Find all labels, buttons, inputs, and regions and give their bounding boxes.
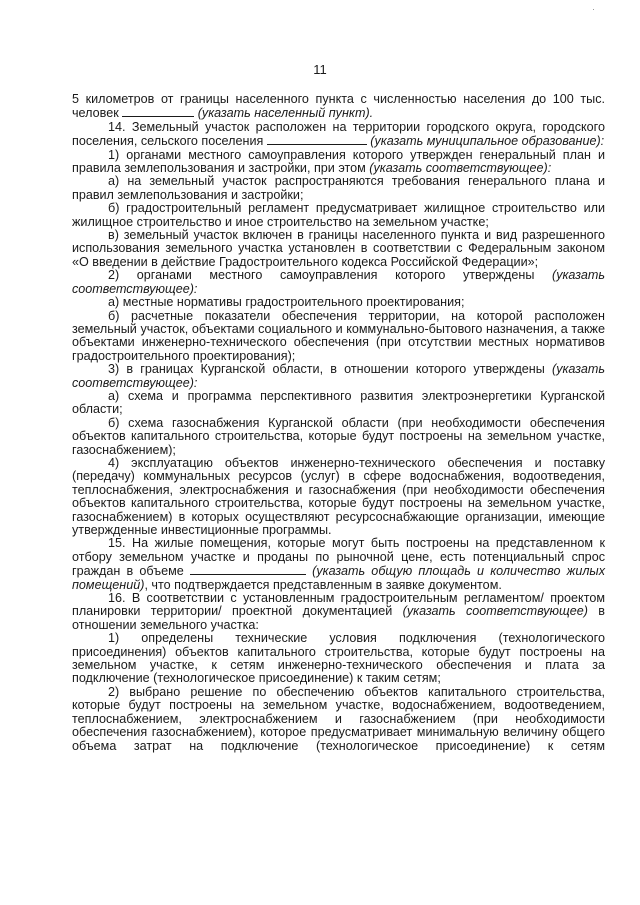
- text-run: а) местные нормативы градостроительного проектирования;: [108, 295, 465, 310]
- paragraph: [72, 686, 605, 753]
- text-run: а) схема и программа перспективного развития электроэнергетики Курганской области;: [72, 388, 605, 417]
- fill-in-blank: [122, 106, 194, 117]
- paragraph: [72, 93, 605, 121]
- paragraph: [72, 417, 605, 457]
- paragraph: [72, 390, 605, 417]
- text-run: 1) определены технические условия подключения (технологического присоединения) объектов капитального строительства, которые будут построены на земельном участке, к сетям инженерно-технического обеспечения и плата за подключение (технологическое присоединение) к таким сетям;: [72, 631, 605, 686]
- paragraph: [72, 296, 605, 309]
- italic-instruction: (указать соответствующее):: [72, 362, 605, 390]
- italic-instruction: (указать общую площадь и количество жилых помещений): [72, 564, 605, 592]
- paragraph: [72, 592, 605, 632]
- italic-instruction: (указать населенный пункт).: [194, 106, 374, 121]
- paragraph: [72, 229, 605, 269]
- text-run: 16. В соответствии с установленным градостроительным регламентом/ проектом планировки территории/ проектной документацией: [72, 591, 605, 619]
- text-run: в отношении земельного участка:: [72, 604, 605, 632]
- page-number: 11: [313, 62, 327, 77]
- text-run: 4) эксплуатацию объектов инженерно-технического обеспечения и поставку (передачу) коммунальных ресурсов (услуг) в сфере водоснабжения, водоотведения, теплоснабжения, электроснабжения и газоснабжения (при необходимости обеспечения объектов капитального строительства, которые будут построены на земельном участке, газоснабжением) в которых осуществляют ресурсоснабжающие организации, имеющие утвержденные инвестиционные программы.: [72, 455, 605, 537]
- text-run: 2) органами местного самоуправления которого утверждены: [108, 268, 552, 283]
- paragraph: [72, 310, 605, 364]
- italic-instruction: (указать соответствующее): [402, 604, 588, 619]
- paragraph: [72, 175, 605, 202]
- italic-instruction: (указать соответствующее):: [72, 268, 605, 296]
- text-run: 3) в границах Курганской области, в отношении которого утверждены: [108, 362, 552, 377]
- document-body: [72, 93, 605, 753]
- corner-mark: ·: [592, 4, 595, 14]
- text-run: 5 километров от границы населенного пункта с численностью населения до 100 тыс. человек: [72, 92, 605, 121]
- text-run: 2) выбрано решение по обеспечению объектов капитального строительства, которые будут построены на земельном участке, водоснабжением, водоотведением, теплоснабжением, электроснабжением и газоснабжением (при необходимости обеспечения газоснабжением), которое предусматривает минимальную величину общего объема затрат на подключение (технологическое присоединение) к сетям: [72, 684, 605, 753]
- paragraph: [72, 202, 605, 229]
- fill-in-blank: [267, 134, 367, 145]
- paragraph: [72, 457, 605, 537]
- text-run: 1) органами местного самоуправления которого утвержден генеральный план и правила землепользования и застройки, при этом: [72, 147, 605, 176]
- text-run: 14. Земельный участок расположен на территории городского округа, городского поселения, сельского поселения: [72, 119, 605, 149]
- text-run: 15. На жилые помещения, которые могут быть построены на представленном к отбору земельном участке и проданы по рыночной цене, есть потенциальный спрос граждан в объеме: [72, 536, 605, 579]
- paragraph: [72, 149, 605, 176]
- text-run: а) на земельный участок распространяются требования генерального плана и правил землепользования и застройки;: [72, 174, 605, 202]
- text-run: , что подтверждается представленным в заявке документом.: [144, 577, 502, 592]
- paragraph: [72, 269, 605, 296]
- paragraph: [72, 537, 605, 592]
- text-run: б) расчетные показатели обеспечения территории, на которой расположен земельный участок, объектами социального и коммунально-бытового назначения, а также объектами инженерно-технического обеспечения (при отсутствии местных нормативов градостроительного проектирования);: [72, 308, 605, 363]
- paragraph: [72, 632, 605, 686]
- text-run: б) градостроительный регламент предусматривает жилищное строительство или жилищное строительство и иное строительство на земельном участке;: [72, 201, 605, 229]
- italic-instruction: (указать соответствующее):: [369, 161, 552, 176]
- text-run: в) земельный участок включен в границы населенного пункта и вид разрешенного использования земельного участка установлен в соответствии с Федеральным законом «О введении в действие Градостроительного кодекса Российской Федерации»;: [72, 228, 605, 269]
- text-run: б) схема газоснабжения Курганской области (при необходимости обеспечения объектов капитального строительства, которые будут построены на земельном участке, газоснабжением);: [72, 415, 605, 457]
- italic-instruction: (указать муниципальное образование):: [366, 134, 605, 149]
- paragraph: [72, 121, 605, 149]
- paragraph: [72, 363, 605, 390]
- fill-in-blank: [190, 564, 306, 575]
